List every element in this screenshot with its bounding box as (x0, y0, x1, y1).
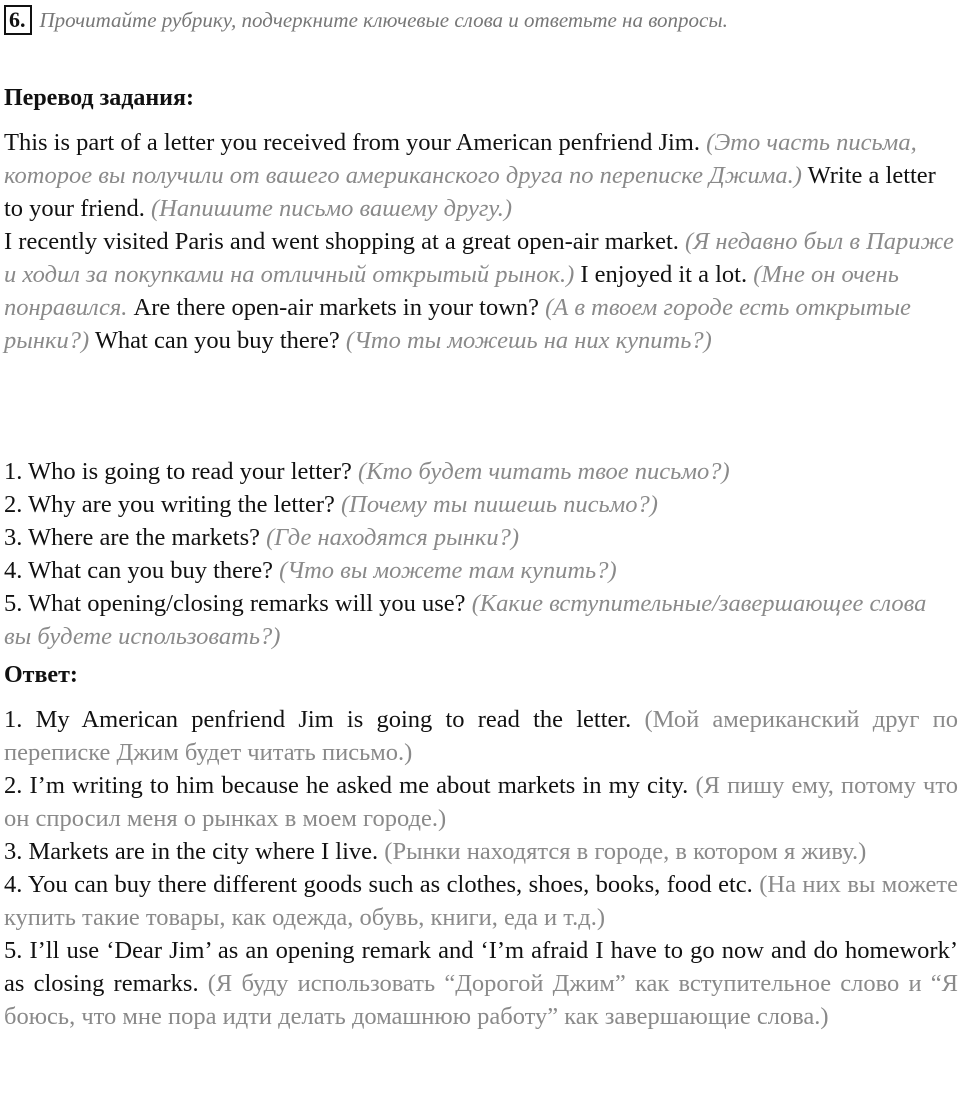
intro-ru-0: (Это часть письма, которое вы получили от вашего американского друга по переписке Джима.) (4, 129, 917, 189)
question-item (4, 554, 958, 587)
question-en: 2. Why are you writing the letter? (4, 491, 335, 518)
question-item (4, 521, 958, 554)
question-item (4, 455, 958, 488)
letter-ru-0: (Я недавно был в Париже и ходил за покупками на отличный открытый рынок.) (4, 228, 954, 288)
question-ru: (Где находятся рынки?) (266, 524, 520, 551)
question-en: 1. Who is going to read your letter? (4, 458, 352, 485)
task-instruction: Прочитайте рубрику, подчеркните ключевые слова и ответьте на вопросы. (39, 7, 728, 32)
question-item (4, 488, 958, 521)
answer-item (4, 835, 958, 868)
letter-ru-1: (Мне он очень понравился. (4, 261, 899, 321)
intro-en-1: Write a letter to your friend. (4, 162, 936, 222)
question-en: 3. Where are the markets? (4, 524, 260, 551)
answer-en: 4. You can buy there different goods such as clothes, shoes, books, food etc. (4, 871, 753, 898)
answer-ru: (Я буду использовать “Дорогой Джим” как вступительное слово и “Я боюсь, что мне пора идти делать домашнюю работу” как завершающие слова.) (4, 970, 958, 1030)
answer-ru: (Мой американский друг по переписке Джим будет читать письмо.) (4, 706, 958, 766)
answer-en: 1. My American penfriend Jim is going to read the letter. (4, 706, 632, 733)
question-en: 5. What opening/closing remarks will you use? (4, 590, 466, 617)
answer-en: 2. I’m writing to him because he asked me about markets in my city. (4, 772, 689, 799)
answer-item (4, 934, 958, 1033)
answer-ru: (Я пишу ему, потому что он спросил меня о рынках в моем городе.) (4, 772, 958, 832)
question-item (4, 587, 958, 653)
answer-item (4, 868, 958, 934)
letter-ru-3: (Что ты можешь на них купить?) (345, 327, 712, 354)
letter-en-3: What can you buy there? (94, 327, 340, 354)
answers-list (4, 703, 958, 1033)
task-number-badge: 6. (4, 5, 32, 35)
answer-en: 5. I’ll use ‘Dear Jim’ as an opening remark and ‘I’m afraid I have to go now and do homework’ as closing remarks. (4, 937, 958, 997)
translation-heading: Перевод задания: (4, 85, 194, 111)
question-en: 4. What can you buy there? (4, 557, 273, 584)
letter-en-0: I recently visited Paris and went shopping at a great open-air market. (4, 228, 679, 255)
answer-item (4, 769, 958, 835)
letter-en-1: I enjoyed it a lot. (580, 261, 748, 288)
task-text (4, 126, 958, 357)
question-ru: (Какие вступительные/завершающее слова вы будете использовать?) (4, 590, 927, 650)
question-ru: (Почему ты пишешь письмо?) (341, 491, 658, 518)
intro-en-0: This is part of a letter you received from your American penfriend Jim. (4, 129, 700, 156)
answer-heading: Ответ: (4, 662, 78, 688)
answer-ru: (На них вы можете купить такие товары, как одежда, обувь, книги, еда и т.д.) (4, 871, 958, 931)
question-ru: (Что вы можете там купить?) (279, 557, 617, 584)
questions-list (4, 455, 958, 653)
intro-ru-1: (Напишите письмо вашему другу.) (150, 195, 513, 222)
answer-item (4, 703, 958, 769)
answer-en: 3. Markets are in the city where I live. (4, 838, 379, 865)
task-header (4, 4, 728, 36)
letter-en-2: Are there open-air markets in your town? (133, 294, 540, 321)
question-ru: (Кто будет читать твое письмо?) (358, 458, 730, 485)
letter-ru-2: (А в твоем городе есть открытые рынки?) (4, 294, 911, 354)
answer-ru: (Рынки находятся в городе, в котором я живу.) (384, 838, 867, 865)
